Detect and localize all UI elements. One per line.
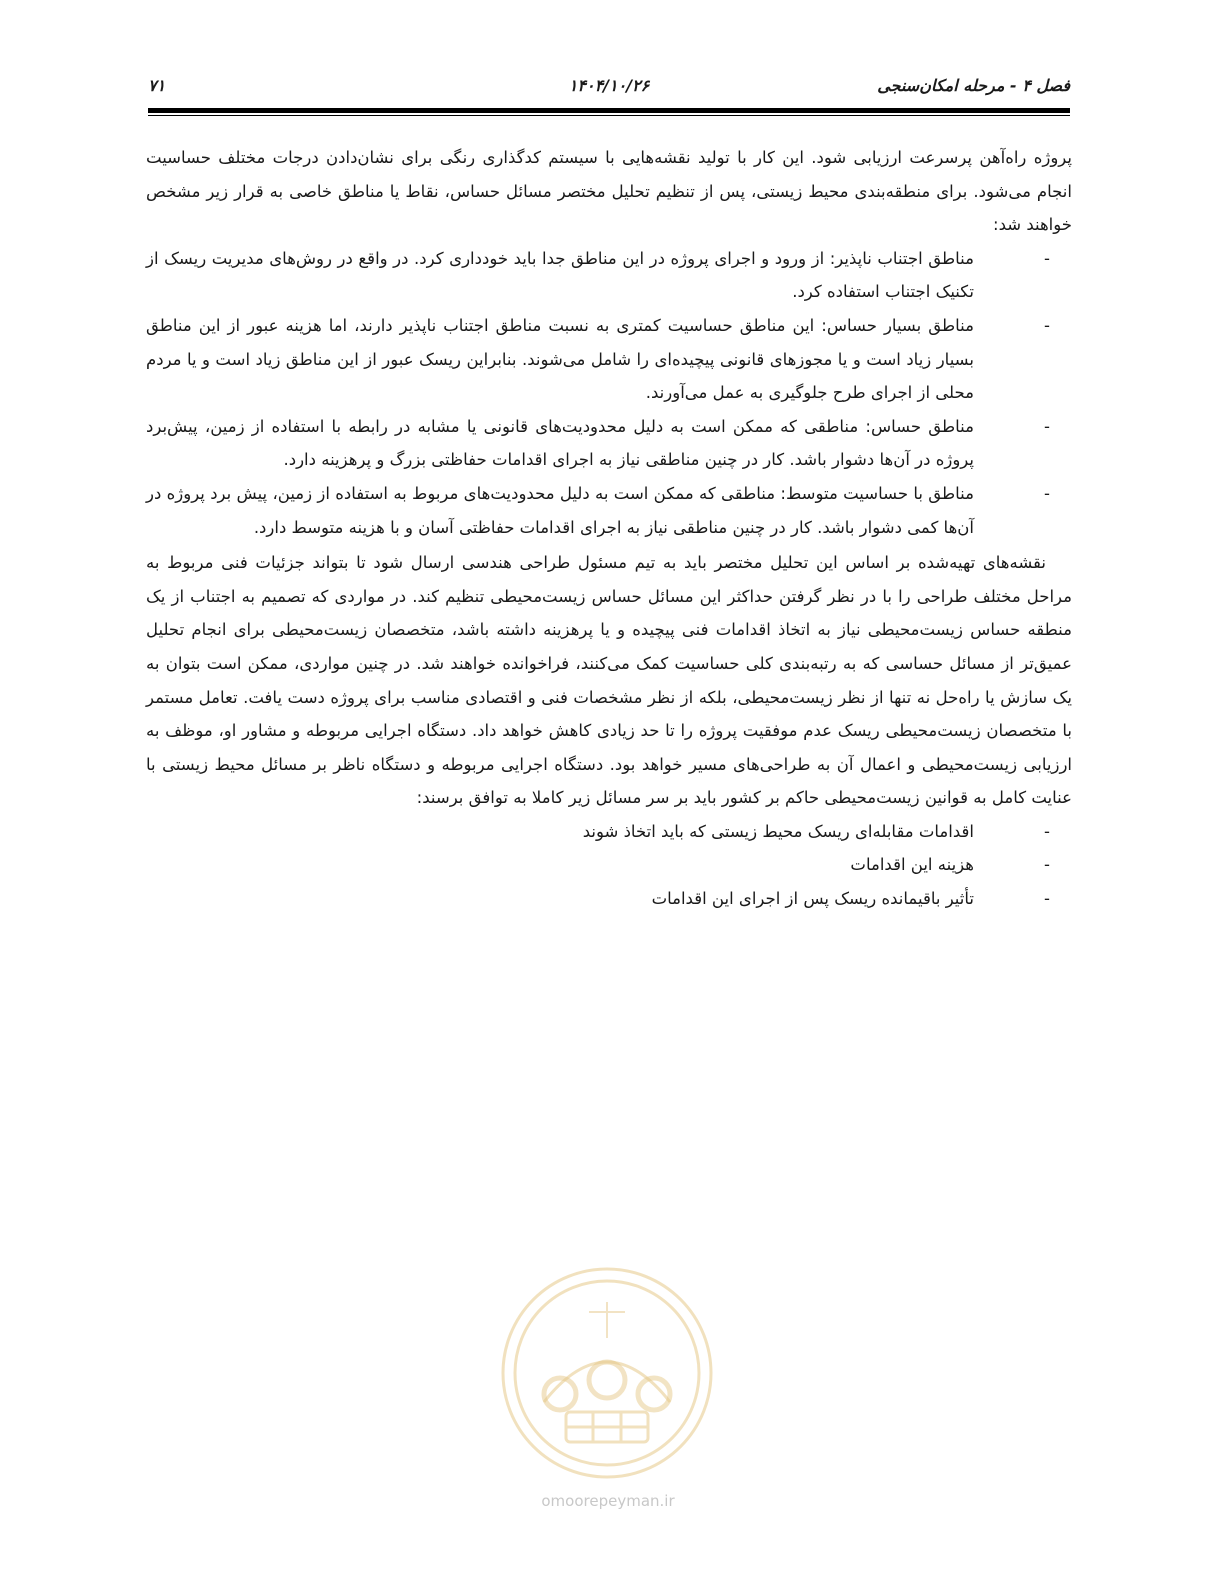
bullet-dash: -: [1044, 315, 1050, 335]
header-date: ۱۴۰۴/۱۰/۲۶: [568, 76, 650, 95]
bullet-dash: -: [1044, 483, 1050, 503]
bullet-dash: -: [1044, 855, 1050, 875]
chapter-title: فصل ۴ - مرحله امکان‌سنجی: [877, 76, 1070, 95]
intro-paragraph: پروژه راه‌آهن پرسرعت ارزیابی شود. این کار با تولید نقشه‌هایی با سیستم کدگذاری رنگی برای نشان‌دادن درجات مختلف حساسیت انجام می‌شود. برای منطقه‌بندی محیط زیستی، پس از تنظیم تحلیل مختصر مسائل حساس، نقاط یا مناطق خاصی به قرار زیر مشخص خواهند شد:: [146, 148, 1072, 235]
agreement-text: تأثیر باقیمانده ریسک پس از اجرای این اقدامات: [651, 889, 974, 909]
zone-text: مناطق با حساسیت متوسط: مناطقی که ممکن است به دلیل محدودیت‌های مربوط به استفاده از زمین، پیش برد پروژه در آن‌ها کمی دشوار باشد. کار در چنین مناطقی نیاز به اجرای اقدامات حفاظتی آسان و با هزینه متوسط دارد.: [146, 483, 974, 537]
page-header: [148, 74, 1070, 102]
list-item: [146, 242, 1050, 309]
list-item: [146, 477, 1050, 544]
zone-text: مناطق اجتناب ناپذیر: از ورود و اجرای پروژه در این مناطق جدا باید خودداری کرد. در واقع در روش‌های مدیریت ریسک از تکنیک اجتناب استفاده کرد.: [146, 248, 974, 302]
list-item: [146, 848, 1050, 882]
zone-text: مناطق حساس: مناطقی که ممکن است به دلیل محدودیت‌های قانونی یا مشابه در رابطه با استفاده از زمین، پیش‌برد پروژه در آن‌ها دشوار باشد. کار در چنین مناطقی نیاز به اجرای اقدامات حفاظتی بزرگ و پرهزینه دارد.: [146, 416, 974, 470]
agreement-list: [146, 815, 1072, 916]
list-item: [146, 815, 1050, 849]
bullet-dash: -: [1044, 248, 1050, 268]
agreement-text: اقدامات مقابله‌ای ریسک محیط زیستی که باید اتخاذ شوند: [582, 821, 974, 841]
header-rule-thin: [148, 115, 1070, 116]
page-number: ۷۱: [148, 76, 166, 95]
watermark-site: omoorepeyman.ir: [541, 1492, 675, 1510]
bullet-dash: -: [1044, 889, 1050, 909]
list-item: [146, 309, 1050, 410]
list-item: [146, 410, 1050, 477]
body-text: [146, 141, 1072, 916]
list-item: [146, 882, 1050, 916]
agreement-text: هزینه این اقدامات: [850, 855, 974, 875]
zone-list: [146, 242, 1072, 544]
seal-logo-icon: [496, 1262, 718, 1484]
zone-text: مناطق بسیار حساس: این مناطق حساسیت کمتری به نسبت مناطق اجتناب ناپذیر دارند، اما هزینه عبور از این مناطق بسیار زیاد است و یا مجوزهای قانونی پیچیده‌ای را شامل می‌شوند. بنابراین ریسک عبور از این مناطق زیاد است و یا مردم محلی از اجرای طرح جلوگیری به عمل می‌آورند.: [146, 315, 974, 403]
bullet-dash: -: [1044, 416, 1050, 436]
header-rule-thick: [148, 108, 1070, 113]
main-paragraph: نقشه‌های تهیه‌شده بر اساس این تحلیل مختصر باید به تیم مسئول طراحی هندسی ارسال شود تا بتواند جزئیات فنی مربوط به مراحل مختلف طراحی را با در نظر گرفتن حداکثر این مسائل حساس زیست‌محیطی تنظیم کند. در مواردی که تصمیم به اجتناب از یک منطقه حساس زیست‌محیطی نیاز به اتخاذ اقدامات فنی پیچیده و یا پرهزینه داشته باشد، متخصصان زیست‌محیطی برای انجام تحلیل عمیق‌تر از مسائل حساسی که به رتبه‌بندی کلی حساسیت کمک می‌کنند، فراخوانده خواهند شد. در چنین مواردی، ممکن است بتوان به یک سازش یا راه‌حل نه تنها از نظر زیست‌محیطی، بلکه از نظر مشخصات فنی و اقتصادی مناسب برای پروژه دست یافت. تعامل مستمر با متخصصان زیست‌محیطی ریسک عدم موفقیت پروژه را تا حد زیادی کاهش خواهد داد. دستگاه اجرایی مربوطه و مشاور او، موظف به ارزیابی زیست‌محیطی و اعمال آن به طراحی‌های مسیر خواهد بود. دستگاه اجرایی مربوطه و دستگاه ناظر بر مسائل محیط زیستی با عنایت کامل به قوانین زیست‌محیطی حاکم بر کشور باید بر سر مسائل زیر کاملا به توافق برسند:: [146, 553, 1072, 808]
bullet-dash: -: [1044, 821, 1050, 841]
